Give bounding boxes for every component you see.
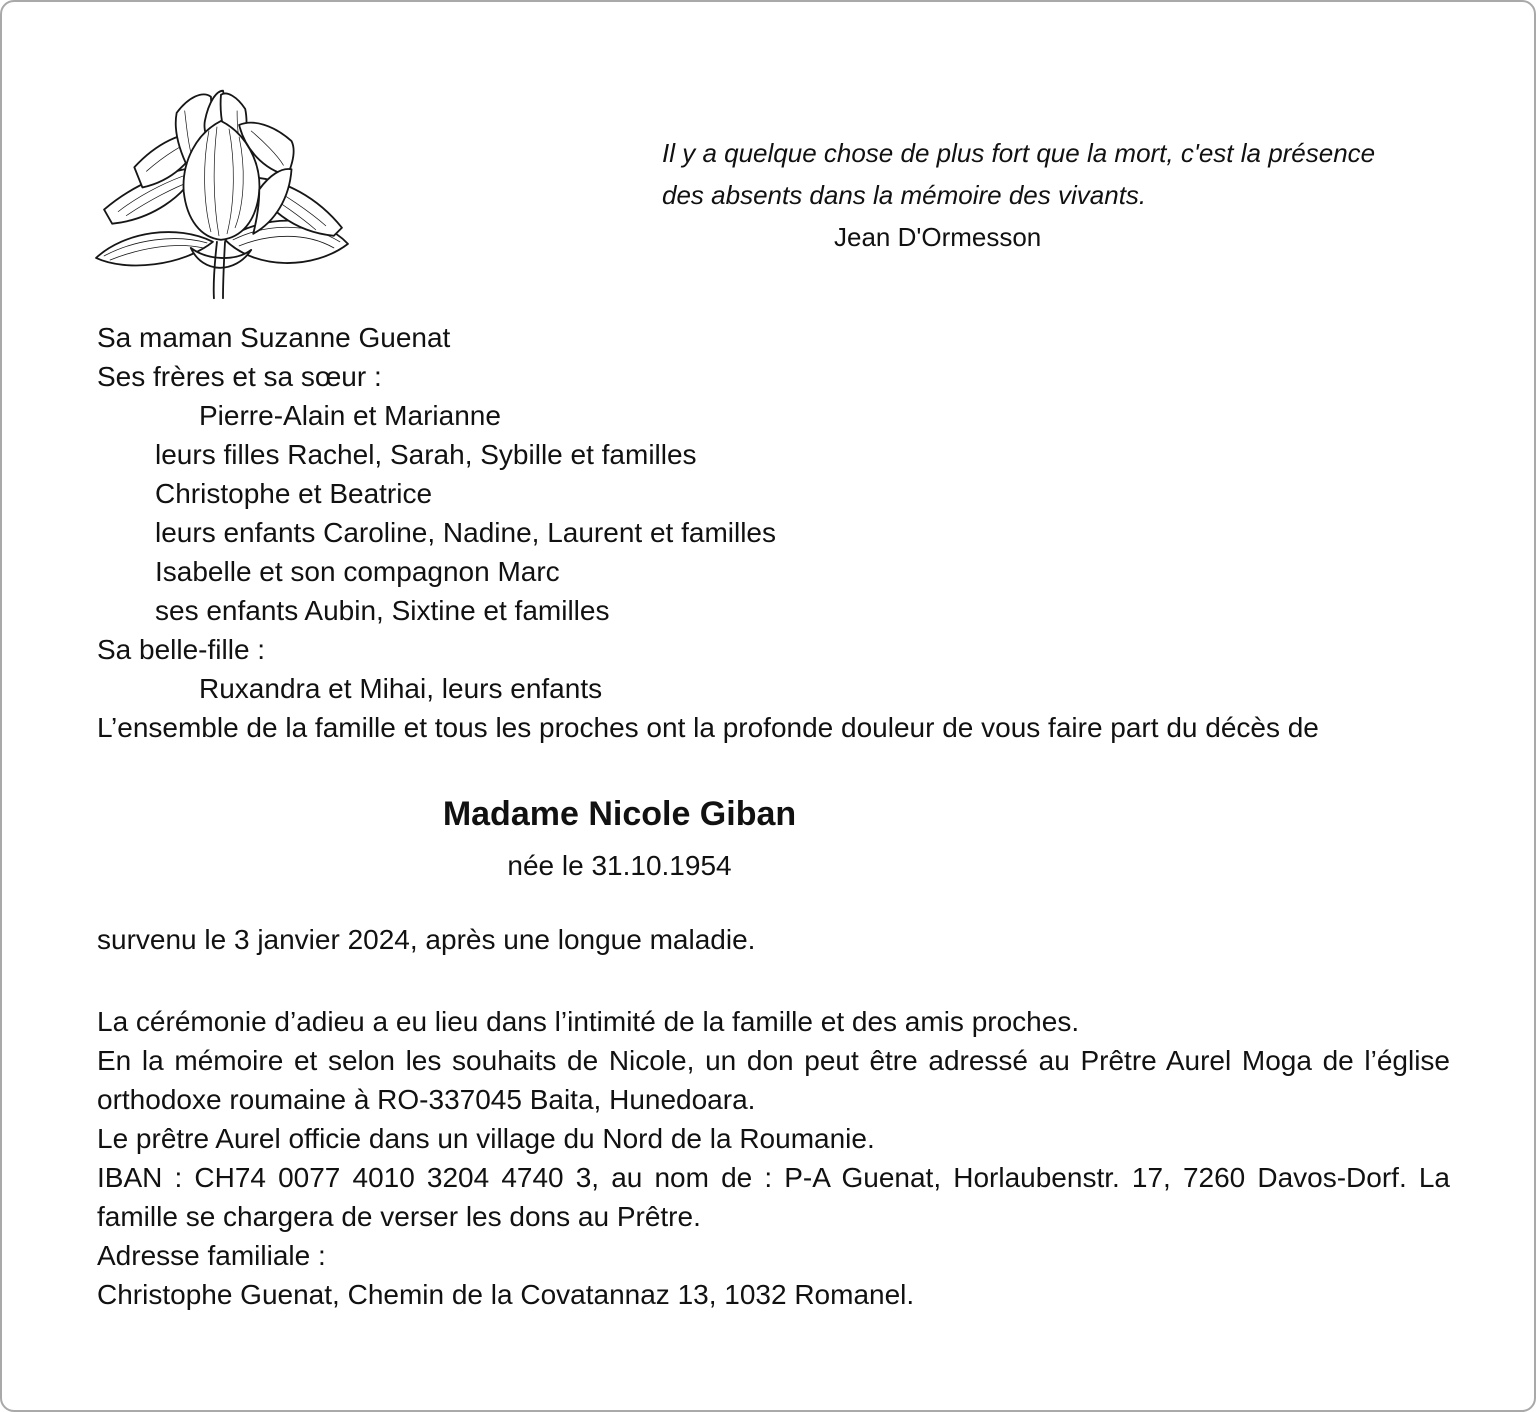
detail-line: Le prêtre Aurel officie dans un village du Nord de la Roumanie. — [97, 1123, 875, 1154]
announcement-line: L’ensemble de la famille et tous les proches ont la profonde douleur de vous faire part du décès de — [97, 712, 1319, 743]
family-line: leurs enfants Caroline, Nadine, Laurent et familles — [155, 517, 777, 548]
detail-line-iban: IBAN : CH74 0077 4010 3204 4740 3, au nom de : P-A Guenat, Horlaubenstr. 17, 7260 Davos-Dorf. La — [97, 1162, 1450, 1193]
detail-line: La cérémonie d’adieu a eu lieu dans l’intimité de la famille et des amis proches. — [97, 1006, 1080, 1037]
deceased-birth-date: née le 31.10.1954 — [507, 850, 732, 881]
deceased-name: Madame Nicole Giban — [442, 795, 797, 833]
detail-line-address: Christophe Guenat, Chemin de la Covatannaz 13, 1032 Romanel. — [97, 1279, 915, 1310]
family-line: Christophe et Beatrice — [155, 478, 433, 509]
quote-attribution: Jean D'Ormesson — [834, 222, 1042, 252]
detail-line: En la mémoire et selon les souhaits de Nicole, un don peut être adressé au Prêtre Aurel Moga de l’église — [97, 1045, 1450, 1076]
family-line: Sa belle-fille : — [97, 634, 266, 665]
quote-line-2: des absents dans la mémoire des vivants. — [662, 180, 1147, 210]
family-line: Sa maman Suzanne Guenat — [97, 322, 451, 353]
family-list — [97, 318, 1487, 747]
family-line: Isabelle et son compagnon Marc — [155, 556, 560, 587]
memorial-quote — [662, 132, 1482, 258]
details-block — [97, 1002, 1450, 1314]
quote-line-1: Il y a quelque chose de plus fort que la mort, c'est la présence — [662, 138, 1376, 168]
deceased-block — [97, 792, 1142, 885]
death-statement: survenu le 3 janvier 2024, après une longue maladie. — [97, 924, 756, 955]
detail-line: Adresse familiale : — [97, 1240, 326, 1271]
detail-line: orthodoxe roumaine à RO-337045 Baita, Hunedoara. — [97, 1084, 756, 1115]
family-line: Pierre-Alain et Marianne — [199, 400, 501, 431]
family-line: Ruxandra et Mihai, leurs enfants — [199, 673, 603, 704]
family-line: Ses frères et sa sœur : — [97, 361, 382, 392]
family-line: leurs filles Rachel, Sarah, Sybille et familles — [155, 439, 697, 470]
family-line: ses enfants Aubin, Sixtine et familles — [155, 595, 610, 626]
lotus-flower-icon — [92, 88, 354, 306]
detail-line: famille se chargera de verser les dons au Prêtre. — [97, 1201, 701, 1232]
